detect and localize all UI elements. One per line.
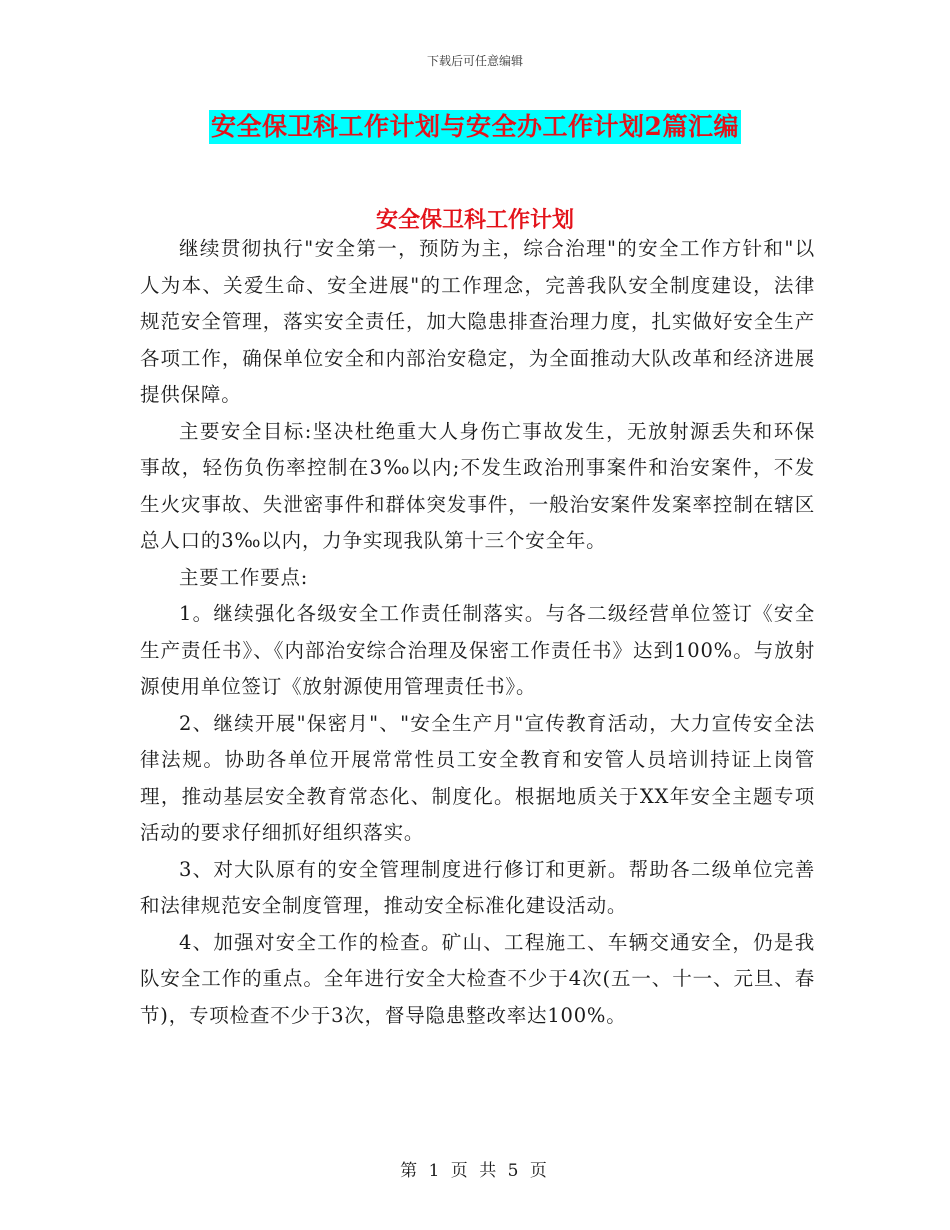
page-number: 第 1 页 共 5 页 xyxy=(400,1161,550,1181)
document-title xyxy=(0,110,950,144)
paragraph-point-1: 1。继续强化各级安全工作责任制落实。与各二级经营单位签订《安全生产责任书》、《内部治安综合治理及保密工作责任书》达到100%。与放射源使用单位签订《放射源使用管理责任书》。 xyxy=(140,602,815,698)
document-title-text: 安全保卫科工作计划与安全办工作计划2篇汇编 xyxy=(209,110,741,144)
paragraph-point-2: 2、继续开展"保密月"、"安全生产月"宣传教育活动，大力宣传安全法律法规。协助各单位开展常常性员工安全教育和安管人员培训持证上岗管理，推动基层安全教育常态化、制度化。根据地质关于XX年安全主题专项活动的要求仔细抓好组织落实。 xyxy=(140,711,815,844)
document-body xyxy=(140,231,815,1034)
section-title: 安全保卫科工作计划 xyxy=(375,207,574,233)
paragraph-key-points-heading: 主要工作要点: xyxy=(179,565,309,589)
header-note: 下载后可任意编辑 xyxy=(426,54,523,68)
paragraph-point-3: 3、对大队原有的安全管理制度进行修订和更新。帮助各二级单位完善和法律规范安全制度管理，推动安全标准化建设活动。 xyxy=(140,857,815,917)
paragraph-point-4: 4、加强对安全工作的检查。矿山、工程施工、车辆交通安全，仍是我队安全工作的重点。全年进行安全大检查不少于4次(五一、十一、元旦、春节)，专项检查不少于3次，督导隐患整改率达100%。 xyxy=(140,930,815,1027)
paragraph-intro: 继续贯彻执行"安全第一，预防为主，综合治理"的安全工作方针和"以人为本、关爱生命、安全进展"的工作理念，完善我队安全制度建设，法律规范安全管理，落实安全责任，加大隐患排查治理力度，扎实做好安全生产各项工作，确保单位安全和内部治安稳定，为全面推动大队改革和经济进展提供保障。 xyxy=(140,237,815,406)
paragraph-targets: 主要安全目标:坚决杜绝重大人身伤亡事故发生，无放射源丢失和环保事故，轻伤负伤率控制在3‰以内;不发生政治刑事案件和治安案件，不发生火灾事故、失泄密事件和群体突发事件，一般治安案件发案率控制在辖区总人口的3‰以内，力争实现我队第十三个安全年。 xyxy=(140,419,815,552)
